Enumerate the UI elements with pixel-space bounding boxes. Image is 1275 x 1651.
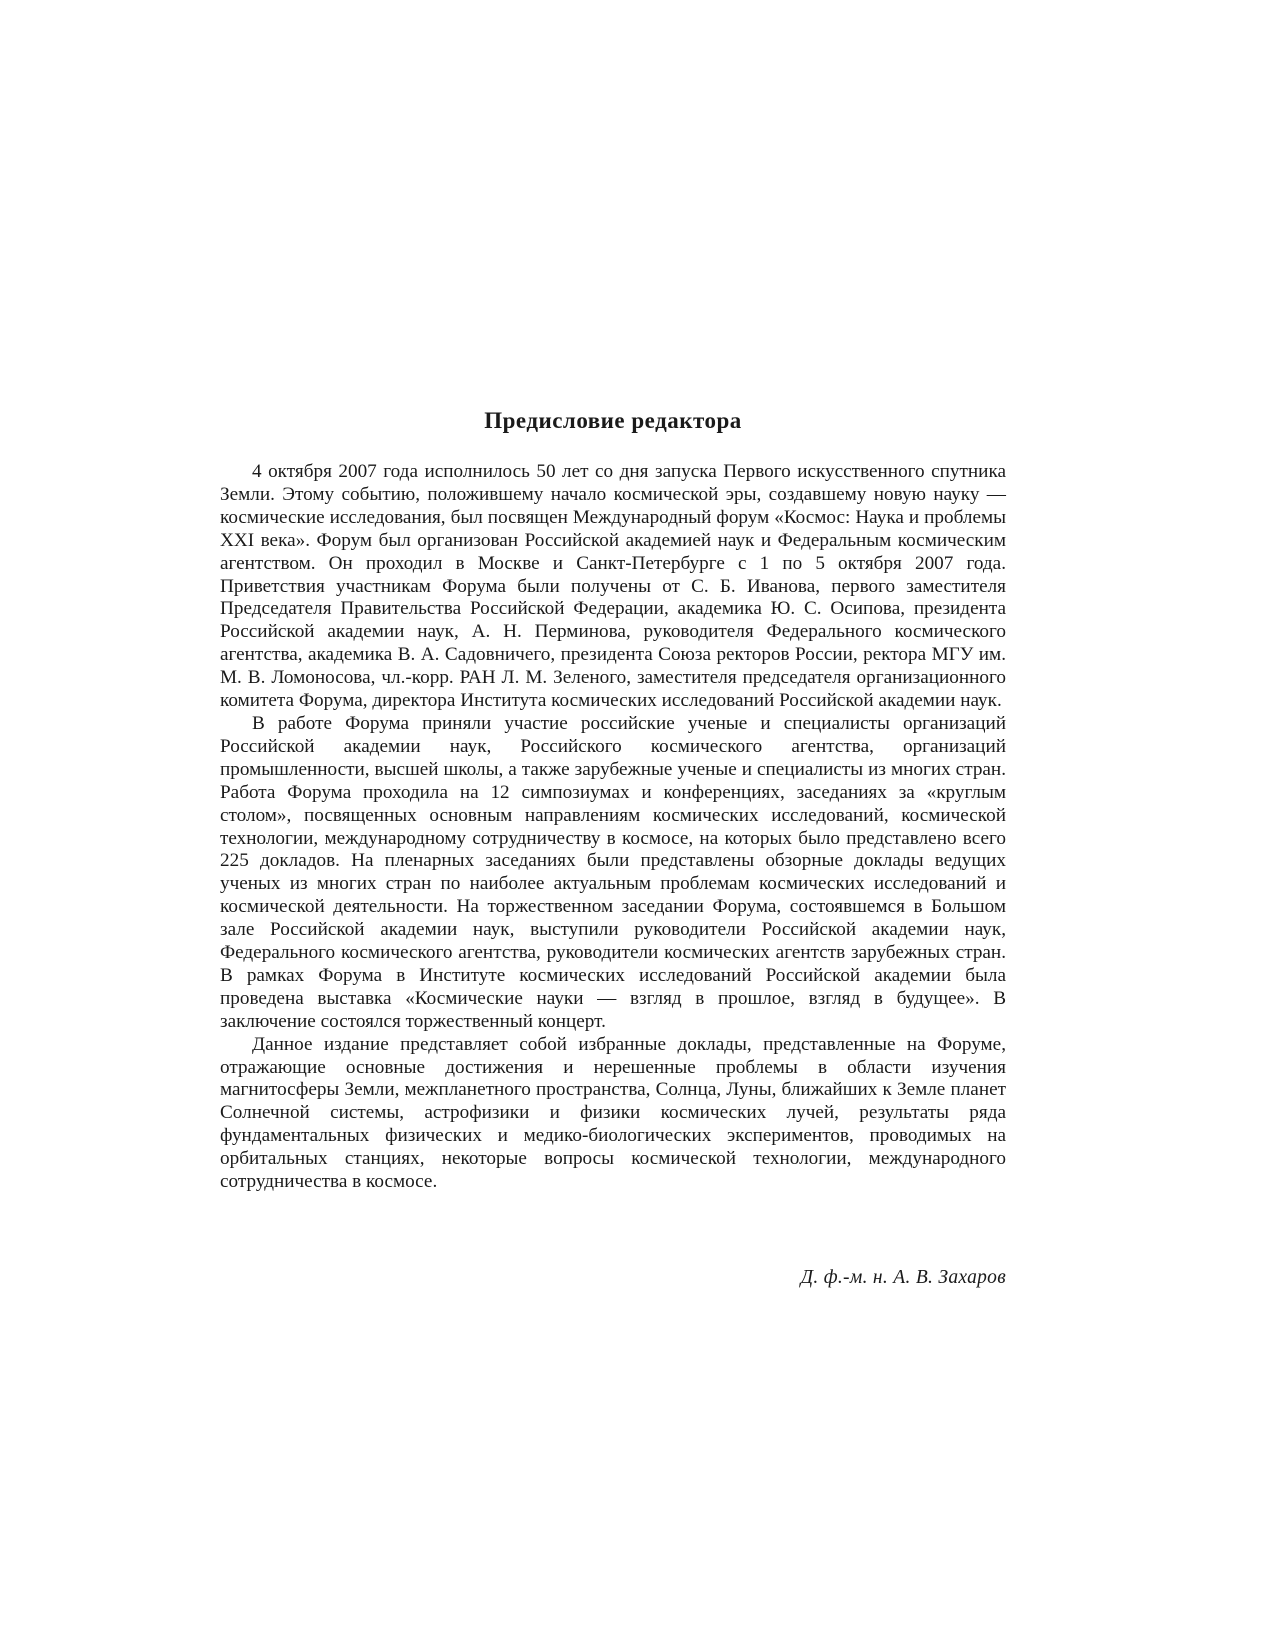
paragraph-1: 4 октября 2007 года исполнилось 50 лет со дня запуска Первого искусственного спутника Земли. Этому событию, положившему начало космической эры, создавшему новую науку — космические исследования, был посвящен Международный форум «Космос: Наука и проблемы XXI века». Форум был организован Российской академией наук и Федеральным космическим агентством. Он проходил в Москве и Санкт-Петербурге с 1 по 5 октября 2007 года. Приветствия участникам Форума были получены от С. Б. Иванова, первого заместителя Председателя Правительства Российской Федерации, академика Ю. С. Осипова, президента Российской академии наук, А. Н. Перминова, руководителя Федерального космического агентства, академика В. А. Садовничего, президента Союза ректоров России, ректора МГУ им. М. В. Ломоносова, чл.-корр. РАН Л. М. Зеленого, заместителя председателя организационного комитета Форума, директора Института космических исследований Российской академии наук. [220,461,1006,712]
page-title: Предисловие редактора [484,408,742,433]
paragraph-2: В работе Форума приняли участие российские ученые и специалисты организаций Российской академии наук, Российского космического агентства, организаций промышленности, высшей школы, а также зарубежные ученые и специалисты из многих стран. Работа Форума проходила на 12 симпозиумах и конференциях, заседаниях за «круглым столом», посвященных основным направлениям космических исследований, космической технологии, международному сотрудничеству в космосе, на которых было представлено всего 225 докладов. На пленарных заседаниях были представлены обзорные доклады ведущих ученых из многих стран по наиболее актуальным проблемам космических исследований и космической деятельности. На торжественном заседании Форума, состоявшемся в Большом зале Российской академии наук, выступили руководители Российской академии наук, Федерального космического агентства, руководители космических агентств зарубежных стран. В рамках Форума в Институте космических исследований Российской академии была проведена выставка «Космические науки — взгляд в прошлое, взгляд в будущее». В заключение состоялся торжественный концерт. [220,712,1006,1032]
document-body [220,461,1006,1194]
author-signature: Д. ф.-м. н. А. В. Захаров [800,1267,1006,1288]
paragraph-3: Данное издание представляет собой избранные доклады, представленные на Форуме, отражающие основные достижения и нерешенные проблемы в области изучения магнитосферы Земли, межпланетного пространства, Солнца, Луны, ближайших к Земле планет Солнечной системы, астрофизики и физики космических лучей, результаты ряда фундаментальных физических и медико-биологических экспериментов, проводимых на орбитальных станциях, некоторые вопросы космической технологии, международного сотрудничества в космосе. [220,1033,1006,1193]
